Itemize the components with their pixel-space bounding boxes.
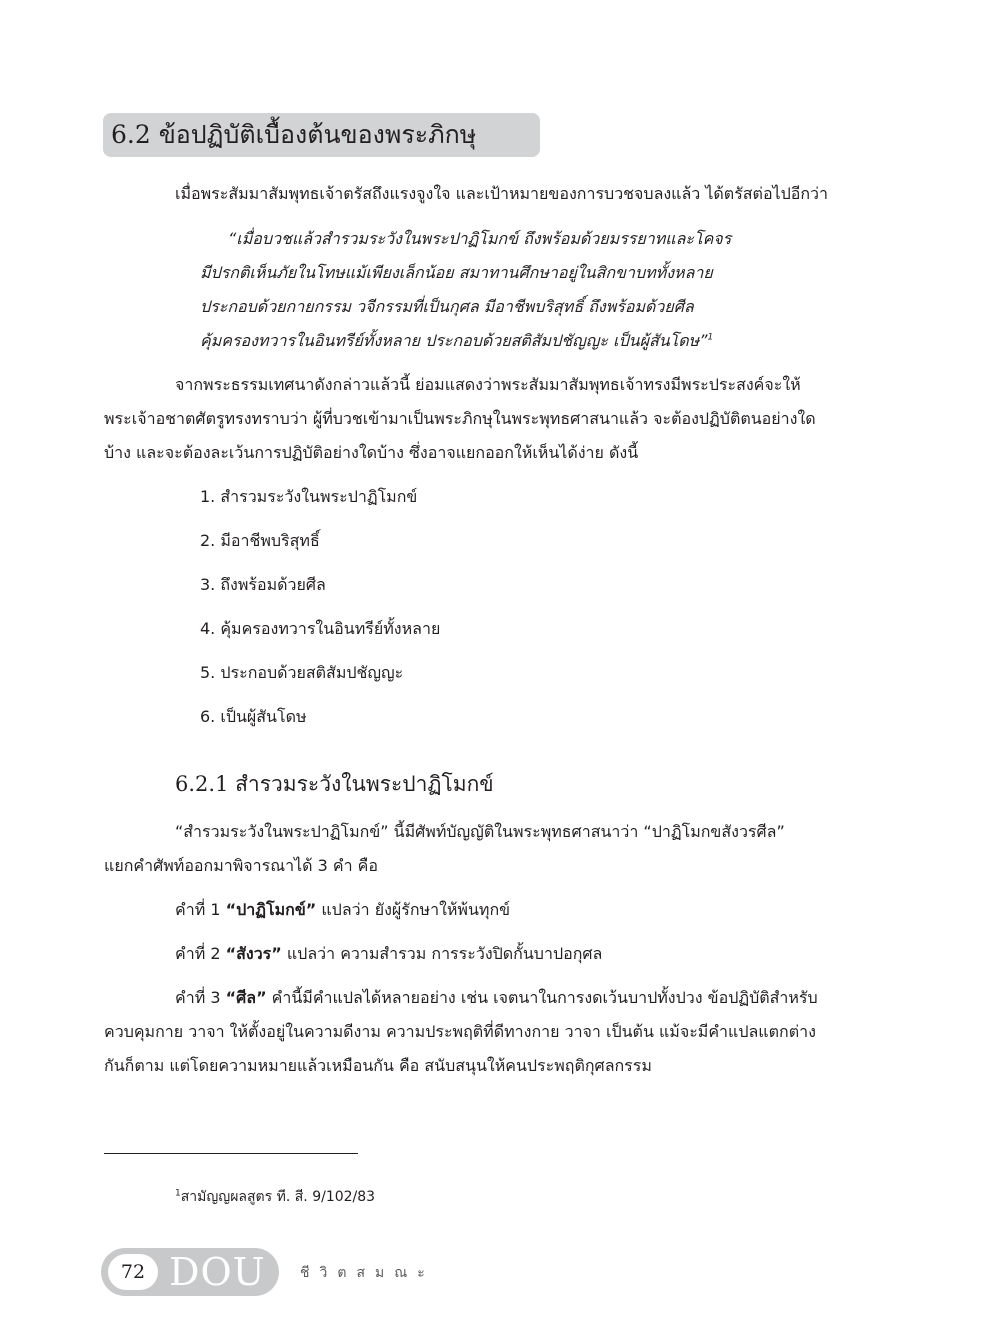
quote-line xyxy=(200,329,713,354)
section-title: 6.2 ข้อปฏิบัติเบื้องต้นของพระภิกษุ xyxy=(111,120,477,149)
term-prefix: คำที่ 3 xyxy=(175,988,226,1007)
quote-line: ประกอบด้วยกายกรรม วจีกรรมที่เป็นกุศล มีอาชีพบริสุทธิ์ ถึงพร้อมด้วยศีล xyxy=(200,297,694,316)
term-definition xyxy=(175,942,602,967)
footnote-divider xyxy=(104,1153,358,1154)
quote-line: มีปรกติเห็นภัยในโทษแม้เพียงเล็กน้อย สมาทานศึกษาอยู่ในสิกขาบททั้งหลาย xyxy=(200,263,713,282)
term-prefix: คำที่ 2 xyxy=(175,944,226,963)
list-item: 2. มีอาชีพบริสุทธิ์ xyxy=(200,531,320,550)
term-bold: “สังวร” xyxy=(225,944,282,963)
explanation-line: บ้าง และจะต้องละเว้นการปฏิบัติอย่างใดบ้าง ซึ่งอาจแยกออกให้เห็นได้ง่าย ดังนี้ xyxy=(104,443,639,462)
term-definition xyxy=(175,986,818,1011)
term-definition xyxy=(175,898,510,923)
explanation-line: จากพระธรรมเทศนาดังกล่าวแล้วนี้ ย่อมแสดงว่าพระสัมมาสัมพุทธเจ้าทรงมีพระประสงค์จะให้ xyxy=(175,375,801,394)
explanation-line: พระเจ้าอชาตศัตรูทรงทราบว่า ผู้ที่บวชเข้ามาเป็นพระภิกษุในพระพุทธศาสนาแล้ว จะต้องปฏิบัติตนอย่างใด xyxy=(104,409,816,428)
list-item: 6. เป็นผู้สันโดษ xyxy=(200,707,307,726)
intro-paragraph: เมื่อพระสัมมาสัมพุทธเจ้าตรัสถึงแรงจูงใจ และเป้าหมายของการบวชจบลงแล้ว ได้ตรัสต่อไปอีกว่า xyxy=(175,184,829,203)
quote-line-text: คุ้มครองทวารในอินทรีย์ทั้งหลาย ประกอบด้วยสติสัมปชัญญะ เป็นผู้สันโดษ” xyxy=(200,331,708,350)
quote-line: “เมื่อบวชแล้วสำรวมระวังในพระปาฏิโมกข์ ถึงพร้อมด้วยมรรยาทและโคจร xyxy=(228,229,732,248)
term-meaning: แปลว่า ยังผู้รักษาให้พ้นทุกข์ xyxy=(316,900,511,919)
page-number: 72 xyxy=(108,1254,158,1290)
dou-logo: DOU xyxy=(169,1250,266,1294)
term-prefix: คำที่ 1 xyxy=(175,900,226,919)
term-continuation-line: กันก็ตาม แต่โดยความหมายแล้วเหมือนกัน คือ สนับสนุนให้คนประพฤติกุศลกรรม xyxy=(104,1056,652,1075)
footnote xyxy=(175,1186,375,1208)
subsection-paragraph-line: แยกคำศัพท์ออกมาพิจารณาได้ 3 คำ คือ xyxy=(104,856,378,875)
list-item: 1. สำรวมระวังในพระปาฏิโมกข์ xyxy=(200,487,418,506)
footer-badge xyxy=(101,1248,279,1296)
subsection-title: 6.2.1 สำรวมระวังในพระปาฏิโมกข์ xyxy=(175,772,494,796)
subsection-paragraph-line: “สำรวมระวังในพระปาฏิโมกข์” นี้มีศัพท์บัญญัติในพระพุทธศาสนาว่า “ปาฏิโมกขสังวรศีล” xyxy=(175,822,785,841)
term-meaning: แปลว่า ความสำรวม การระวังปิดกั้นบาปอกุศล xyxy=(281,944,603,963)
term-bold: “ศีล” xyxy=(225,988,267,1007)
section-header xyxy=(103,113,540,157)
term-continuation-line: ควบคุมกาย วาจา ให้ตั้งอยู่ในความดีงาม ความประพฤติที่ดีทางกาย วาจา เป็นต้น แม้จะมีคำแปลแตกต่าง xyxy=(104,1022,816,1041)
list-item: 5. ประกอบด้วยสติสัมปชัญญะ xyxy=(200,663,404,682)
list-item: 4. คุ้มครองทวารในอินทรีย์ทั้งหลาย xyxy=(200,619,441,638)
list-item: 3. ถึงพร้อมด้วยศีล xyxy=(200,575,326,594)
book-title: ชีวิตสมณะ xyxy=(300,1265,435,1281)
term-meaning: คำนี้มีคำแปลได้หลายอย่าง เช่น เจตนาในการงดเว้นบาปทั้งปวง ข้อปฏิบัติสำหรับ xyxy=(266,988,818,1007)
footnote-text: สามัญญผลสูตร ที. สี. 9/102/83 xyxy=(180,1189,376,1205)
term-bold: “ปาฏิโมกข์” xyxy=(225,900,317,919)
footnote-marker: 1 xyxy=(707,332,714,343)
footnote-number: 1 xyxy=(175,1188,181,1199)
